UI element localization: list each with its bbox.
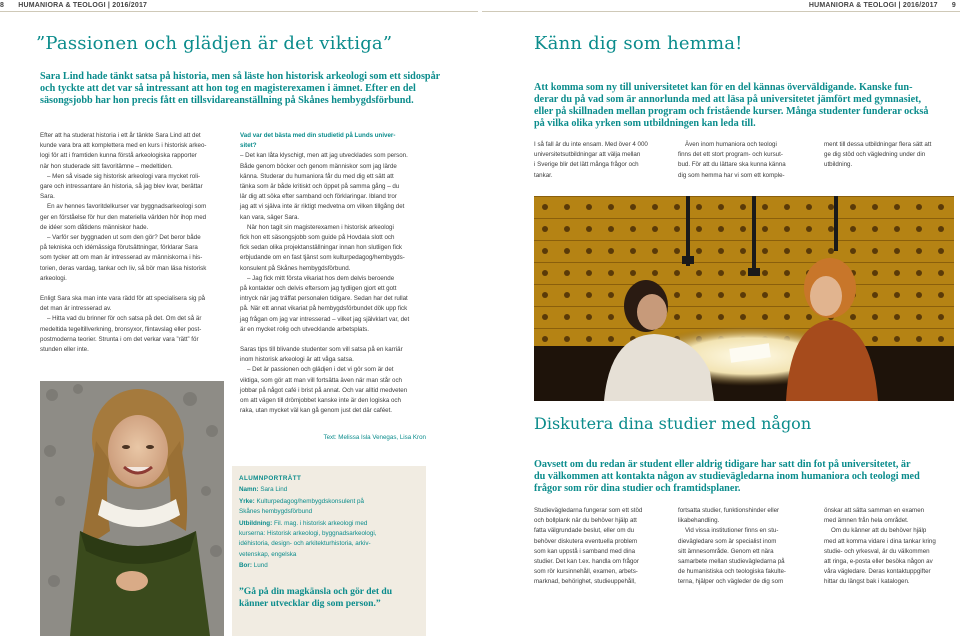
- body-line: med att komma vidare i dina tankar kring: [824, 537, 936, 545]
- portrait-edu-label: Utbildning:: [239, 519, 273, 527]
- body-line: samarbete mellan studievägledarna på: [678, 558, 785, 566]
- portrait-heading: ALUMNPORTRÄTT: [239, 475, 302, 482]
- body-line: dig som hemma har vi som ett komple-: [678, 171, 785, 179]
- lead-line: du välkommen att kontakta någon av studievägledarna inom humaniora och teologi med: [534, 471, 920, 482]
- body-line: utbildning.: [824, 161, 853, 169]
- body-line: tänka som är både kritiskt och öppet på samma gång – du: [240, 183, 400, 191]
- body-line: känna. Studerar du humaniora får du med dig ett sätt att: [240, 172, 394, 180]
- body-line: som rör kursinnehåll, examen, arbets-: [534, 568, 638, 576]
- body-line: gare och intressantare än historia, så jag blev kvar, berättar: [40, 183, 203, 191]
- body-line: Om du känner att du behöver hjälp: [831, 527, 927, 535]
- body-line: – Jag fick mitt första vikariat hos dem delvis beroende: [247, 274, 395, 282]
- header-left: [0, 2, 147, 9]
- intro-column-2: [678, 140, 810, 181]
- body-line: i Sverige blir det lätt många frågor och: [534, 161, 639, 169]
- body-line: sitt ämnesområde. Genom ett nära: [678, 547, 774, 555]
- body-line: att ringa, e-posta eller besöka någon av: [824, 558, 933, 566]
- header-section-right: HUMANIORA & TEOLOGI | 2016/2017: [808, 2, 938, 9]
- header-divider-right: [482, 11, 960, 12]
- body-line: Saras tips till blivande studenter som vill satsa på en karriär: [240, 346, 403, 354]
- portrait-job-label: Yrke:: [239, 497, 255, 505]
- portrait-job-value: Skånes hembygdsförbund: [239, 508, 313, 516]
- body-line: medeltida tegeltillverkning, bronsyxor, flintavslag eller post-: [40, 325, 202, 333]
- body-line: på. När ett annat vikariat på hembygdsförbundet dök upp fick: [240, 305, 408, 313]
- body-line: intryck när jag träffat personalen tidigare. Sedan har det rullat: [240, 295, 408, 303]
- body-line: kunde vara bra att komplettera med en kurs i historisk arkeo-: [40, 142, 207, 150]
- interview-question: Vad var det bästa med din studietid på Lunds univer-: [240, 132, 396, 139]
- portrait-name-value: Sara Lind: [260, 486, 288, 494]
- portrait-name-label: Namn:: [239, 486, 259, 494]
- body-line: när hon studerade sitt favoritämne – medeltiden.: [40, 162, 173, 170]
- body-line: raka, utan mycket väl kan gå genom just det där caféet.: [240, 407, 393, 415]
- body-line: på kontakter och delvis eftersom jag tydligen gjort ett gott: [240, 285, 397, 293]
- body-line: inom historisk arkeologi är att våga satsa.: [240, 356, 354, 364]
- body-line: När hon tagit sin magisterexamen i historisk arkeologi: [247, 223, 394, 231]
- body-line: de idéer som dåtidens människor hade.: [40, 223, 149, 231]
- lead-line: Att komma som ny till universitetet kan för en del kännas överväldigande. Kanske fun-: [534, 82, 913, 93]
- body-line: logi för att i framtiden kunna förstå arkeologiska rapporter: [40, 152, 197, 160]
- right-page-lead: [534, 82, 954, 130]
- body-line: som kan uppstå i samband med dina: [534, 547, 636, 555]
- body-line: önskar att sätta samman en examen: [824, 507, 925, 514]
- body-line: erbjudande om en fast tjänst som kulturpedagog/hembygds-: [240, 254, 405, 262]
- body-line: marknad, behörighet, studieuppehåll,: [534, 578, 636, 586]
- body-line: som tycker att om man är intresserad av människorna i his-: [40, 254, 203, 262]
- body-line: fick sedan olika projektanställningar innan hon slutligen fick: [240, 244, 403, 252]
- body-line: Vid vissa institutioner finns en stu-: [685, 527, 779, 535]
- body-line: stunden eller inte.: [40, 346, 89, 354]
- section-column-2: [678, 506, 810, 588]
- portrait-job-value: Kulturpedagog/hembygdskonsulent på: [256, 497, 364, 505]
- body-line: arkeologi.: [40, 274, 67, 282]
- body-line: konsulent på Skånes hembygdsförbund.: [240, 264, 351, 272]
- intro-column-3: [824, 140, 956, 171]
- body-line: Studievägledarna fungerar som ett stöd: [534, 507, 643, 514]
- lead-line: på vilka olika yrken som utbildningen kan leda till.: [534, 118, 756, 129]
- lead-line: Sara Lind hade tänkt satsa på historia, men så läste hon historisk arkeologi som ett sidospår: [40, 71, 441, 82]
- section-lead: [534, 459, 954, 495]
- body-line: ment till dessa utbildningar flera sätt att: [824, 141, 932, 148]
- body-line: om att vägen till drömjobbet kanske inte är den logiska och: [240, 397, 401, 405]
- body-line: de humanistiska och teologiska fakulte-: [678, 568, 786, 576]
- portrait-edu-row: [239, 519, 421, 561]
- lead-line: och tyckte att det var så intressant att hon tog en magisterexamen i ämnet. Efter en del: [40, 83, 416, 94]
- body-line: terna, hjälper och vägleder de dig som: [678, 578, 784, 586]
- pull-quote: [239, 586, 419, 610]
- body-line: Även inom humaniora och teologi: [685, 141, 777, 148]
- body-line: universitetsutbildningar att välja mellan: [534, 151, 641, 159]
- body-line: – Det kan låta klyschigt, men att jag utvecklades som person.: [240, 152, 408, 160]
- page-number-right: 9: [951, 2, 956, 9]
- body-line: behöver diskutera eventuella problem: [534, 537, 638, 545]
- body-line: fick hon ett säsongsjobb som guide på Hovdala slott och: [240, 234, 395, 242]
- body-line: studier. Det kan t.ex. handla om frågor: [534, 558, 639, 566]
- portrait-job-row: [239, 497, 421, 518]
- body-line: postmoderna teorier. Strunta i om det verkar vara ”rätt” för: [40, 335, 199, 343]
- header-section-left: HUMANIORA & TEOLOGI | 2016/2017: [18, 2, 148, 9]
- body-line: jobbar på något café i brist på annat. Och var alltid medveten: [240, 386, 408, 394]
- article-column-2: [240, 131, 430, 416]
- lead-line: Oavsett om du redan är student eller aldrig tidigare har satt din fot på universitetet, är: [534, 459, 911, 470]
- body-line: på tekniska och idémässiga förutsättningar, förklarar Sara: [40, 244, 198, 252]
- portrait-edu-value: Fil. mag. i historisk arkeologi med: [273, 519, 368, 527]
- article-lead: [40, 71, 460, 107]
- portrait-lives-row: [239, 561, 421, 571]
- body-line: det man är intresserad av.: [40, 305, 112, 313]
- body-line: studie- och yrkesval, är du välkommen: [824, 547, 930, 555]
- interview-question: sitet?: [240, 142, 257, 150]
- header-divider-left: [0, 11, 478, 12]
- body-line: – Varför ser byggnaden ut som den gör? Det beror både: [47, 234, 201, 242]
- body-line: med ämnen från hela området.: [824, 517, 909, 525]
- portrait-illustration: [40, 381, 224, 636]
- body-line: En av hennes favoritdelkurser var byggnadsarkeologi som: [47, 203, 207, 211]
- body-line: våra vägledare. Deras kontaktuppgifter: [824, 568, 931, 576]
- body-line: – Men så visade sig historisk arkeologi vara mycket roli-: [47, 172, 201, 180]
- lead-line: eller på skillnaden mellan program och fristående kurser. Många studenter funderar också: [534, 106, 929, 117]
- page-number-left: 8: [0, 2, 5, 9]
- header-right: [809, 2, 956, 9]
- portrait-edu-value: vetenskap, engelska: [239, 550, 297, 558]
- body-line: tankar.: [534, 171, 553, 179]
- body-line: likabehandling.: [678, 517, 720, 525]
- body-line: dievägledare som är specialist inom: [678, 537, 777, 545]
- body-line: och bollplank när du behöver hjälp att: [534, 517, 637, 525]
- portrait-edu-value: idéhistoria, design- och arkitekturhistoria, arkiv-: [239, 540, 371, 548]
- body-line: Enligt Sara ska man inte vara rädd för att specialisera sig på: [40, 295, 206, 303]
- body-line: jag att vi själva inte är riktigt medvetna om vilken tillgång det: [240, 203, 405, 211]
- body-line: hittar du längst bak i katalogen.: [824, 578, 910, 586]
- alumni-portrait-facts: [239, 474, 421, 572]
- body-line: är en mycket rolig och utvecklande arbetsplats.: [240, 325, 369, 333]
- lead-line: derar du på vad som är annorlunda med att läsa på universitetet jämfört med gymnasiet,: [534, 94, 922, 105]
- body-line: viktiga, som gör att man vill fortsätta även när man står och: [240, 376, 402, 384]
- body-line: – Det är passionen och glädjen i det vi gör som är det: [247, 366, 394, 374]
- body-line: finns det ett stort program- och kursut-: [678, 151, 783, 159]
- body-line: lär dig att söka efter samband och förklaringar. Ibland tror: [240, 193, 397, 201]
- body-line: bud. För att du lättare ska kunna känna: [678, 161, 786, 169]
- section-column-3: [824, 506, 956, 588]
- section-title: Diskutera dina studier med någon: [534, 414, 812, 433]
- body-line: – Hitta vad du brinner för och satsa på det. Om det så är: [47, 315, 202, 323]
- lead-line: säsongsjobb har hon precis fått en tillsvidareanställning på Skånes hembygdsförbund.: [40, 95, 414, 106]
- pull-quote-line: känner utvecklar dig som person.”: [239, 598, 381, 609]
- body-line: fortsatta studier, funktionshinder eller: [678, 507, 780, 514]
- lead-line: frågor som rör dina studier och framtidsplaner.: [534, 483, 741, 494]
- body-line: jag frågan om jag var intresserad – vilket jag självklart var, det: [240, 315, 410, 323]
- right-page-title: Känn dig som hemma!: [534, 33, 743, 54]
- portrait-lives-value: Lund: [253, 562, 268, 570]
- pull-quote-line: ”Gå på din magkänsla och gör det du: [239, 586, 393, 597]
- body-line: Sara.: [40, 193, 55, 201]
- body-line: I så fall är du inte ensam. Med över 4 000: [534, 141, 648, 148]
- portrait-edu-value: kurserna: Historisk arkeologi, byggnadsarkeologi,: [239, 530, 377, 538]
- body-line: torien, deras vardag, tankar och liv, så bör man läsa historisk: [40, 264, 207, 272]
- body-line: ge dig stöd och vägledning under din: [824, 151, 926, 159]
- photo-sara-lind: [40, 381, 224, 636]
- study-illustration: [534, 196, 954, 401]
- photo-students-studying: [534, 196, 954, 401]
- alumni-portrait-box: [232, 466, 426, 636]
- body-line: fatta välgrundade beslut, eller om du: [534, 527, 635, 535]
- article-title: ”Passionen och glädjen är det viktiga”: [36, 33, 393, 54]
- portrait-name-row: [239, 485, 421, 495]
- body-line: Efter att ha studerat historia i ett år tänkte Sara Lind att det: [40, 132, 201, 139]
- body-line: Både genom böcker och genom människor som jag lärde: [240, 162, 397, 170]
- article-credit: Text: Melissa Isla Venegas, Lisa Kron: [323, 434, 426, 441]
- article-column-1: [40, 131, 230, 355]
- portrait-lives-label: Bor:: [239, 562, 252, 570]
- section-column-1: [534, 506, 666, 588]
- body-line: ger en förståelse för hur den materiella världen hör ihop med: [40, 213, 207, 221]
- body-line: kan vara, säger Sara.: [240, 213, 300, 221]
- intro-column-1: [534, 140, 666, 181]
